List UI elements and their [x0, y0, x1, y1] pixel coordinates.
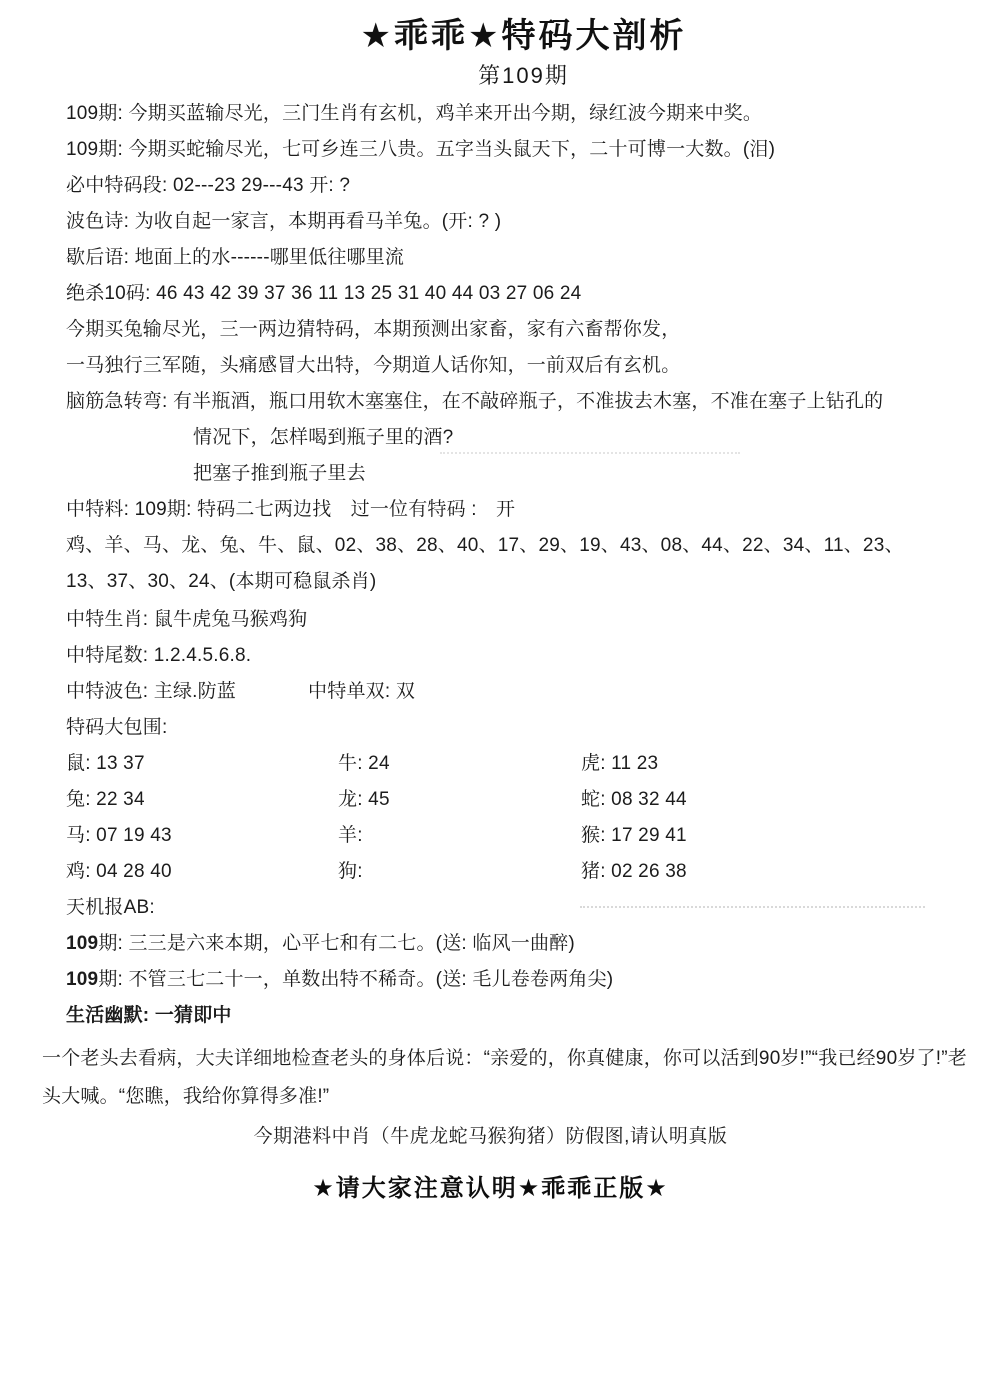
issue-tip-1-number: 109 — [66, 933, 99, 954]
tail-numbers-text: 1.2.4.5.6.8. — [153, 645, 252, 666]
odd-even-text: 双 — [395, 681, 416, 702]
life-humor-line — [66, 1004, 981, 1028]
scan-artifact — [580, 906, 925, 908]
coverage-cell — [581, 860, 981, 884]
special-material-line — [66, 498, 981, 522]
special-material-label: 中特料: — [66, 499, 135, 520]
zodiac-dragon-numbers: 45 — [368, 789, 390, 810]
issue-tip-line-1 — [66, 932, 981, 956]
zodiac-rabbit-numbers: 22 34 — [96, 789, 145, 810]
zodiac-snake-numbers: 08 32 44 — [611, 789, 687, 810]
zodiac-rabbit-label: 兔: — [66, 789, 97, 810]
zodiac-monkey-label: 猴: — [581, 825, 612, 846]
footer-brand: ★请大家注意认明★乖乖正版★ — [312, 1175, 669, 1202]
scan-artifact — [440, 452, 740, 454]
tip-line-2-text: 一马独行三军随，头痛感冒大出特，今期道人话你知，一前双后有玄机。 — [66, 355, 681, 376]
coverage-cell — [66, 788, 338, 812]
big-coverage-title: 特码大包围: — [66, 717, 168, 738]
hit-zodiac-label: 中特生肖: — [66, 609, 154, 630]
zodiac-dog-label: 狗: — [338, 861, 363, 882]
issue-tip-2-suffix: 期: — [98, 969, 129, 990]
brain-teaser-text: 有半瓶酒，瓶口用软木塞塞住，在不敲碎瓶子，不准拔去木塞，不准在塞子上钻孔的 — [172, 391, 884, 412]
brain-teaser-answer: 把塞子推到瓶子里去 — [193, 463, 366, 484]
joke-paragraph: 一个老头去看病，大夫详细地检查老头的身体后说：“亲爱的，你真健康，你可以活到90岁!”“我已经90岁了!”老头大喊。“您瞧，我给你算得多准!” — [42, 1048, 967, 1107]
brain-teaser-continuation: 情况下，怎样喝到瓶子里的酒? — [193, 427, 454, 448]
coverage-cell — [66, 824, 338, 848]
zodiac-rooster-label: 鸡: — [66, 861, 97, 882]
tip-line-1 — [66, 318, 981, 342]
coverage-cell — [338, 824, 581, 848]
coverage-cell — [66, 752, 338, 776]
zodiac-goat-label: 羊: — [338, 825, 363, 846]
prediction-line-2-label: 109期: — [66, 139, 129, 160]
prediction-line-2 — [66, 138, 981, 162]
tianji-report-line: 天机报AB: — [66, 897, 155, 918]
coverage-cell — [338, 788, 581, 812]
page-title: ★乖乖★特码大剖析 — [360, 17, 687, 55]
issue-tip-2-text: 不管三七二十一，单数出特不稀奇。(送: 毛儿卷卷两角尖) — [128, 969, 614, 990]
zodiac-horse-numbers: 07 19 43 — [96, 825, 172, 846]
zodiac-pig-numbers: 02 26 38 — [611, 861, 687, 882]
coverage-row-4 — [66, 860, 981, 884]
must-hit-range-line — [66, 174, 981, 198]
footer-note: 今期港料中肖（牛虎龙蛇马猴狗猪）防假图,请认明真版 — [253, 1126, 728, 1147]
prediction-line-2-text: 今期买蛇输尽光，七可乡连三八贵。五字当头鼠天下，二十可博一大数。(泪) — [128, 139, 776, 160]
tail-numbers-label: 中特尾数: — [66, 645, 154, 666]
zodiac-numbers-line-1: 鸡、羊、马、龙、兔、牛、鼠、02、38、28、40、17、29、19、43、08、44、22、34、11、23、 — [66, 535, 904, 556]
killed-numbers-label: 绝杀10码: — [66, 283, 157, 304]
zodiac-horse-label: 马: — [66, 825, 97, 846]
zodiac-numbers-line-2: 13、37、30、24、(本期可稳鼠杀肖) — [66, 571, 377, 592]
coverage-row-1 — [66, 752, 981, 776]
xiehouyu-line — [66, 246, 981, 270]
wave-color-poem-label: 波色诗: — [66, 211, 135, 232]
issue-number: 第109期 — [478, 63, 569, 88]
zodiac-pig-label: 猪: — [581, 861, 612, 882]
wave-color-text: 主绿.防蓝 — [153, 681, 237, 702]
tip-line-1-text: 今期买兔输尽光，三一两边猜特码，本期预测出家畜，家有六畜帮你发， — [66, 319, 681, 340]
odd-even-label: 中特单双: — [308, 681, 396, 702]
issue-tip-1-text: 三三是六来本期，心平七和有二七。(送: 临风一曲醉) — [128, 933, 575, 954]
coverage-cell — [581, 788, 981, 812]
brain-teaser-line — [66, 390, 981, 414]
coverage-cell — [338, 752, 581, 776]
wave-color-poem-line — [66, 210, 981, 234]
wave-color-label: 中特波色: — [66, 681, 154, 702]
coverage-cell — [581, 824, 981, 848]
brain-teaser-label: 脑筋急转弯: — [66, 391, 173, 412]
xiehouyu-label: 歇后语: — [66, 247, 135, 268]
special-material-text: 109期: 特码二七两边找 过一位有特码 : 开 — [134, 499, 516, 520]
must-hit-range-label: 必中特码段: — [66, 175, 173, 196]
coverage-row-2 — [66, 788, 981, 812]
killed-numbers-line — [66, 282, 981, 306]
zodiac-rooster-numbers: 04 28 40 — [96, 861, 172, 882]
tail-numbers-line — [66, 644, 981, 668]
zodiac-snake-label: 蛇: — [581, 789, 612, 810]
zodiac-ox-label: 牛: — [338, 753, 369, 774]
hit-zodiac-line — [66, 608, 981, 632]
hit-zodiac-text: 鼠牛虎兔马猴鸡狗 — [153, 609, 308, 630]
prediction-line-1 — [66, 102, 981, 126]
zodiac-rat-label: 鼠: — [66, 753, 97, 774]
zodiac-tiger-label: 虎: — [581, 753, 612, 774]
killed-numbers-text: 46 43 42 39 37 36 11 13 25 31 40 44 03 27 06 24 — [156, 283, 582, 304]
coverage-cell — [581, 752, 981, 776]
coverage-row-3 — [66, 824, 981, 848]
wave-color-line — [66, 680, 981, 704]
prediction-line-1-label: 109期: — [66, 103, 129, 124]
xiehouyu-text: 地面上的水------哪里低往哪里流 — [134, 247, 405, 268]
zodiac-dragon-label: 龙: — [338, 789, 369, 810]
coverage-cell — [338, 860, 581, 884]
zodiac-ox-numbers: 24 — [368, 753, 390, 774]
zodiac-rat-numbers: 13 37 — [96, 753, 145, 774]
must-hit-range-text: 02---23 29---43 开: ? — [172, 175, 351, 196]
issue-tip-2-number: 109 — [66, 969, 99, 990]
issue-tip-line-2 — [66, 968, 981, 992]
issue-tip-1-suffix: 期: — [98, 933, 129, 954]
prediction-line-1-text: 今期买蓝输尽光，三门生肖有玄机，鸡羊来开出今期，绿红波今期来中奖。 — [128, 103, 763, 124]
zodiac-monkey-numbers: 17 29 41 — [611, 825, 687, 846]
tip-line-2 — [66, 354, 981, 378]
life-humor-text: 一猜即中 — [154, 1005, 232, 1026]
coverage-cell — [66, 860, 338, 884]
document-body — [42, 102, 981, 1204]
wave-color-poem-text: 为收自起一家言，本期再看马羊兔。(开: ? ) — [134, 211, 502, 232]
life-humor-label: 生活幽默: — [66, 1005, 155, 1026]
zodiac-tiger-numbers: 11 23 — [611, 753, 659, 774]
